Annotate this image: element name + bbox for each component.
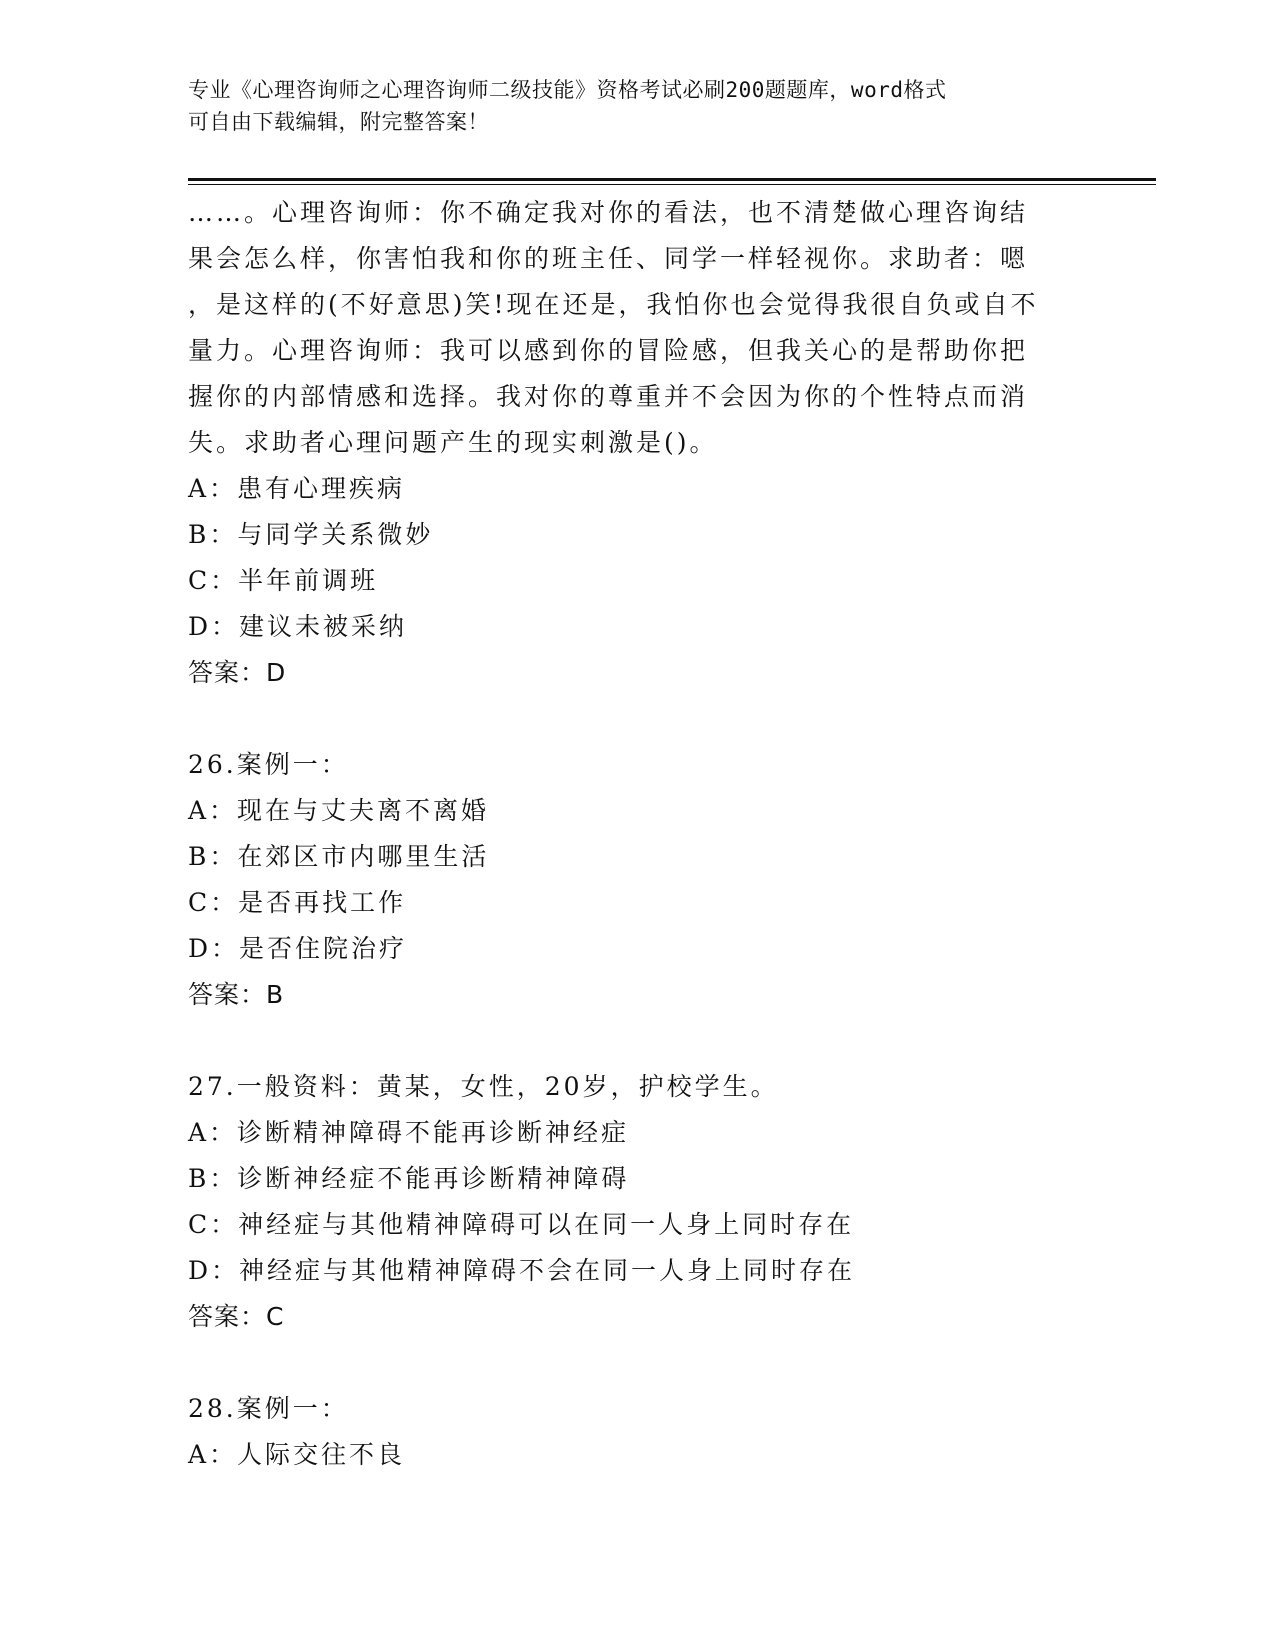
question-text-line: ，是这样的(不好意思)笑!现在还是，我怕你也会觉得我很自负或自不 [188, 290, 1039, 319]
option-a: A：现在与丈夫离不离婚 [188, 796, 490, 825]
question-stem: 28.案例一： [188, 1394, 349, 1423]
option-b: B：在郊区市内哪里生活 [188, 842, 490, 871]
option-a: A：患有心理疾病 [188, 474, 406, 503]
question-text-line: 失。求助者心理问题产生的现实刺激是()。 [188, 428, 718, 457]
question-text-line: 量力。心理咨询师：我可以感到你的冒险感，但我关心的是帮助你把 [188, 336, 1029, 365]
answer: 答案：D [188, 658, 287, 687]
question-28 [188, 1386, 1088, 1478]
option-c: C：神经症与其他精神障碍可以在同一人身上同时存在 [188, 1210, 855, 1239]
header-line-1: 专业《心理咨询师之心理咨询师二级技能》资格考试必刷200题题库，word格式 [188, 78, 947, 102]
spacer [188, 1018, 1088, 1064]
header-rule-thick [188, 178, 1156, 181]
answer: 答案：C [188, 1302, 285, 1331]
question-text-line: ……。心理咨询师：你不确定我对你的看法，也不清楚做心理咨询结 [188, 198, 1029, 227]
question-text-line: 果会怎么样，你害怕我和你的班主任、同学一样轻视你。求助者：嗯 [188, 244, 1029, 273]
question-stem: 27.一般资料：黄某，女性，20岁，护校学生。 [188, 1072, 779, 1101]
spacer [188, 696, 1088, 742]
header-rule-thin [188, 184, 1156, 185]
option-c: C：是否再找工作 [188, 888, 407, 917]
question-26 [188, 742, 1088, 1018]
document-body [188, 190, 1088, 1478]
option-d: D：建议未被采纳 [188, 612, 408, 641]
question-25 [188, 190, 1088, 696]
header-line-2: 可自由下载编辑，附完整答案！ [188, 110, 489, 134]
option-b: B：与同学关系微妙 [188, 520, 434, 549]
option-d: D：神经症与其他精神障碍不会在同一人身上同时存在 [188, 1256, 856, 1285]
question-text-line: 握你的内部情感和选择。我对你的尊重并不会因为你的个性特点而消 [188, 382, 1029, 411]
option-a: A：诊断精神障碍不能再诊断神经症 [188, 1118, 630, 1147]
option-c: C：半年前调班 [188, 566, 379, 595]
spacer [188, 1340, 1088, 1386]
option-b: B：诊断神经症不能再诊断精神障碍 [188, 1164, 630, 1193]
document-header [188, 74, 1068, 138]
question-27 [188, 1064, 1088, 1340]
question-stem: 26.案例一： [188, 750, 349, 779]
option-a: A：人际交往不良 [188, 1440, 406, 1469]
answer: 答案：B [188, 980, 285, 1009]
option-d: D：是否住院治疗 [188, 934, 408, 963]
